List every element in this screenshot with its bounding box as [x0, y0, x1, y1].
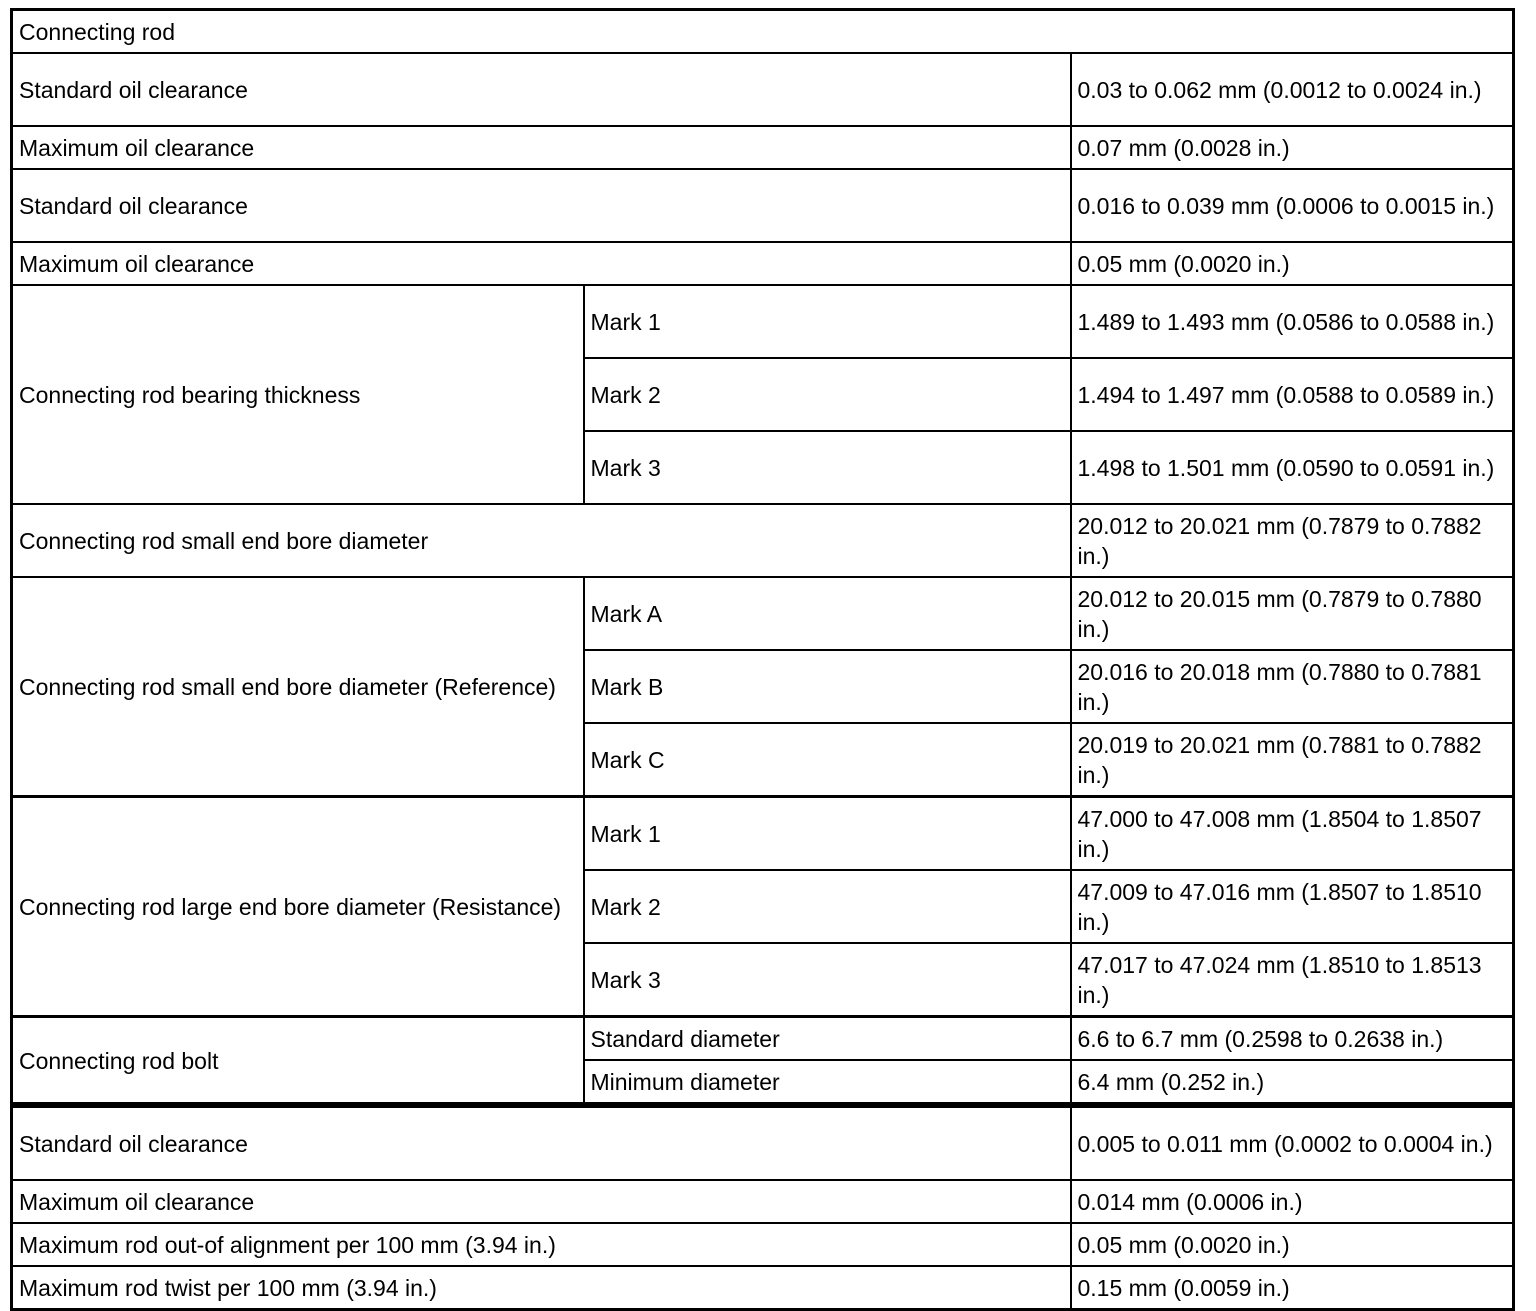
row-label: Standard oil clearance [12, 53, 1071, 126]
mark-value: 1.494 to 1.497 mm (0.0588 to 0.0589 in.) [1071, 358, 1514, 431]
table-row [12, 242, 1514, 285]
row-value: 0.05 mm (0.0020 in.) [1071, 1223, 1514, 1266]
mark-label: Mark A [584, 577, 1071, 650]
mark-label: Mark 2 [584, 870, 1071, 943]
connecting-rod-spec-table [10, 8, 1515, 1105]
table-row [12, 1017, 1514, 1061]
table-row [12, 1223, 1514, 1266]
row-value: 0.05 mm (0.0020 in.) [1071, 242, 1514, 285]
row-label: Connecting rod small end bore diameter [12, 504, 1071, 577]
row-label: Maximum oil clearance [12, 242, 1071, 285]
row-value: 0.07 mm (0.0028 in.) [1071, 126, 1514, 169]
table-row [12, 1180, 1514, 1223]
table-header-row [12, 10, 1514, 54]
mark-value: 1.498 to 1.501 mm (0.0590 to 0.0591 in.) [1071, 431, 1514, 504]
row-value: 0.016 to 0.039 mm (0.0006 to 0.0015 in.) [1071, 169, 1514, 242]
mark-label: Mark 3 [584, 943, 1071, 1017]
bolt-item-value: 6.6 to 6.7 mm (0.2598 to 0.2638 in.) [1071, 1017, 1514, 1061]
row-label: Maximum rod out-of alignment per 100 mm (3.94 in.) [12, 1223, 1071, 1266]
spec-sheet [10, 8, 1512, 1311]
mark-label: Mark 1 [584, 797, 1071, 871]
table-row [12, 169, 1514, 242]
table-row [12, 1266, 1514, 1310]
row-value: 0.014 mm (0.0006 in.) [1071, 1180, 1514, 1223]
row-value: 0.03 to 0.062 mm (0.0012 to 0.0024 in.) [1071, 53, 1514, 126]
row-label: Maximum oil clearance [12, 126, 1071, 169]
row-label: Maximum rod twist per 100 mm (3.94 in.) [12, 1266, 1071, 1310]
table-row [12, 504, 1514, 577]
bolt-item-label: Standard diameter [584, 1017, 1071, 1061]
mark-value: 47.009 to 47.016 mm (1.8507 to 1.8510 in.) [1071, 870, 1514, 943]
mark-value: 20.019 to 20.021 mm (0.7881 to 0.7882 in.) [1071, 723, 1514, 797]
row-label: Maximum oil clearance [12, 1180, 1071, 1223]
section-header: Connecting rod [12, 10, 1514, 54]
row-label: Standard oil clearance [12, 169, 1071, 242]
row-label: Connecting rod small end bore diameter (Reference) [12, 577, 584, 797]
mark-value: 47.000 to 47.008 mm (1.8504 to 1.8507 in.) [1071, 797, 1514, 871]
bolt-item-label: Minimum diameter [584, 1060, 1071, 1104]
mark-label: Mark 2 [584, 358, 1071, 431]
row-value: 0.005 to 0.011 mm (0.0002 to 0.0004 in.) [1071, 1107, 1514, 1181]
mark-label: Mark 1 [584, 285, 1071, 358]
mark-value: 47.017 to 47.024 mm (1.8510 to 1.8513 in.) [1071, 943, 1514, 1017]
bolt-item-value: 6.4 mm (0.252 in.) [1071, 1060, 1514, 1104]
row-label: Connecting rod bearing thickness [12, 285, 584, 504]
row-label: Connecting rod bolt [12, 1017, 584, 1104]
mark-value: 1.489 to 1.493 mm (0.0586 to 0.0588 in.) [1071, 285, 1514, 358]
row-value: 0.15 mm (0.0059 in.) [1071, 1266, 1514, 1310]
table-row [12, 285, 1514, 358]
table-row [12, 126, 1514, 169]
piston-pin-spec-table [10, 1105, 1515, 1311]
table-row [12, 797, 1514, 871]
mark-value: 20.016 to 20.018 mm (0.7880 to 0.7881 in.) [1071, 650, 1514, 723]
row-label: Connecting rod large end bore diameter (Resistance) [12, 797, 584, 1017]
mark-label: Mark 3 [584, 431, 1071, 504]
row-label: Standard oil clearance [12, 1107, 1071, 1181]
row-value: 20.012 to 20.021 mm (0.7879 to 0.7882 in.) [1071, 504, 1514, 577]
mark-label: Mark B [584, 650, 1071, 723]
mark-label: Mark C [584, 723, 1071, 797]
table-row [12, 1107, 1514, 1181]
table-row [12, 53, 1514, 126]
mark-value: 20.012 to 20.015 mm (0.7879 to 0.7880 in.) [1071, 577, 1514, 650]
table-row [12, 577, 1514, 650]
